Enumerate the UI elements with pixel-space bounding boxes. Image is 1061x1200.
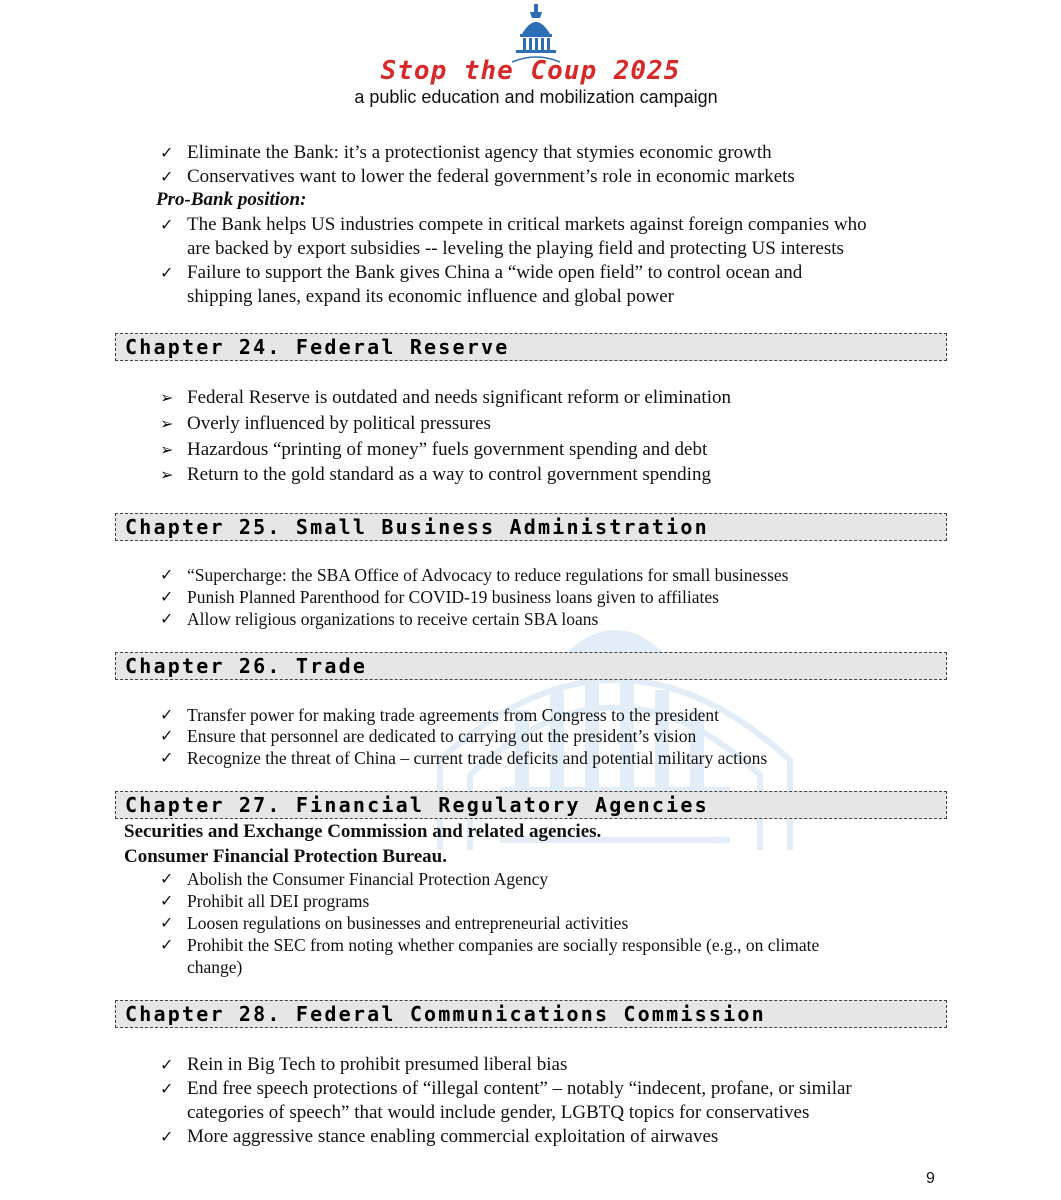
list-item-text: Return to the gold standard as a way to control government spending xyxy=(187,464,711,485)
list-item-text: Loosen regulations on businesses and entrepreneurial activities xyxy=(187,913,629,933)
list-item-text: Allow religious organizations to receive certain SBA loans xyxy=(187,609,599,629)
list-item-text: Federal Reserve is outdated and needs significant reform or elimination xyxy=(187,387,731,408)
chapter-24-heading: Chapter 24. Federal Reserve xyxy=(115,333,947,361)
check-icon: ✓ xyxy=(160,1079,174,1098)
check-icon: ✓ xyxy=(160,748,174,767)
chapter-26-heading: Chapter 26. Trade xyxy=(115,652,947,680)
check-icon: ✓ xyxy=(160,1055,174,1074)
chapter-25-heading: Chapter 25. Small Business Administration xyxy=(115,513,947,541)
check-icon: ✓ xyxy=(160,705,174,724)
chapter-27-heading: Chapter 27. Financial Regulatory Agencies xyxy=(115,791,947,819)
agency-heading: Consumer Financial Protection Bureau. xyxy=(124,846,447,867)
list-item-text: are backed by export subsidies -- leveling the playing field and protecting US interests xyxy=(187,238,844,259)
list-item-text: categories of speech” that would include gender, LGBTQ topics for conservatives xyxy=(187,1102,810,1123)
arrow-bullet-icon: ➢ xyxy=(160,465,174,484)
list-item-text: Prohibit all DEI programs xyxy=(187,891,370,911)
list-item-text: Recognize the threat of China – current trade deficits and potential military actions xyxy=(187,748,768,768)
list-item-text: More aggressive stance enabling commercial exploitation of airwaves xyxy=(187,1126,719,1147)
check-icon: ✓ xyxy=(160,891,174,910)
list-item-text: Rein in Big Tech to prohibit presumed liberal bias xyxy=(187,1054,568,1075)
list-item-text: Punish Planned Parenthood for COVID-19 business loans given to affiliates xyxy=(187,587,719,607)
check-icon: ✓ xyxy=(160,263,174,282)
check-icon: ✓ xyxy=(160,869,174,888)
list-item-text: Hazardous “printing of money” fuels government spending and debt xyxy=(187,439,708,460)
list-item-text: Failure to support the Bank gives China a “wide open field” to control ocean and xyxy=(187,262,803,283)
campaign-title: Stop the Coup 2025 xyxy=(380,56,681,86)
list-item-text: Conservatives want to lower the federal government’s role in economic markets xyxy=(187,166,795,187)
list-item-text: Overly influenced by political pressures xyxy=(187,413,491,434)
page-number: 9 xyxy=(926,1170,935,1187)
arrow-bullet-icon: ➢ xyxy=(160,414,174,433)
check-icon: ✓ xyxy=(160,587,174,606)
list-item-text: Transfer power for making trade agreements from Congress to the president xyxy=(187,705,719,725)
check-icon: ✓ xyxy=(160,726,174,745)
capitol-dome-icon xyxy=(512,4,560,64)
check-icon: ✓ xyxy=(160,215,174,234)
list-item-text: The Bank helps US industries compete in critical markets against foreign companies who xyxy=(187,214,867,235)
check-icon: ✓ xyxy=(160,609,174,628)
section-subheading: Pro-Bank position: xyxy=(156,189,307,210)
list-item-text: Eliminate the Bank: it’s a protectionist agency that stymies economic growth xyxy=(187,142,772,163)
chapter-28-heading: Chapter 28. Federal Communications Commission xyxy=(115,1000,947,1028)
agency-heading: Securities and Exchange Commission and related agencies. xyxy=(124,821,602,842)
check-icon: ✓ xyxy=(160,565,174,584)
list-item-text: Prohibit the SEC from noting whether companies are socially responsible (e.g., on climate xyxy=(187,935,820,955)
check-icon: ✓ xyxy=(160,143,174,162)
check-icon: ✓ xyxy=(160,167,174,186)
list-item-text: End free speech protections of “illegal content” – notably “indecent, profane, or similar xyxy=(187,1078,852,1099)
check-icon: ✓ xyxy=(160,1127,174,1146)
list-item-text: change) xyxy=(187,957,243,977)
list-item-text: Ensure that personnel are dedicated to carrying out the president’s vision xyxy=(187,726,697,746)
arrow-bullet-icon: ➢ xyxy=(160,440,174,459)
list-item-text: Abolish the Consumer Financial Protection Agency xyxy=(187,869,549,889)
check-icon: ✓ xyxy=(160,913,174,932)
campaign-subtitle: a public education and mobilization campaign xyxy=(354,87,718,107)
check-icon: ✓ xyxy=(160,935,174,954)
list-item-text: shipping lanes, expand its economic influence and global power xyxy=(187,286,675,307)
arrow-bullet-icon: ➢ xyxy=(160,388,174,407)
list-item-text: “Supercharge: the SBA Office of Advocacy to reduce regulations for small businesses xyxy=(187,565,789,585)
